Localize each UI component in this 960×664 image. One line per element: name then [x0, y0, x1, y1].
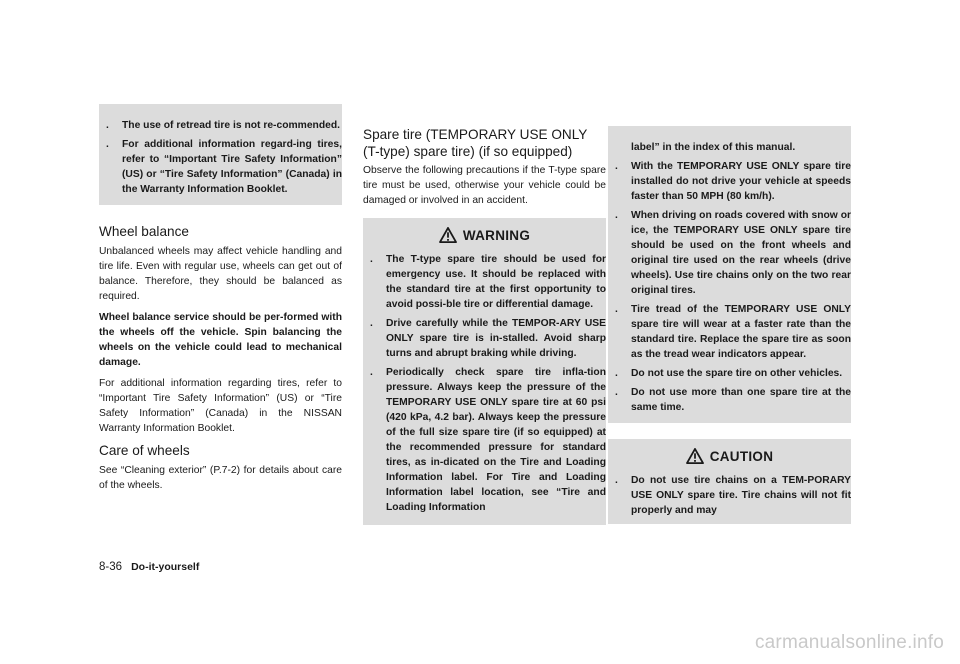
tire-notes-box — [99, 104, 342, 205]
watermark: carmanualsonline.info — [754, 632, 944, 653]
page-number: 8-36 — [99, 561, 123, 573]
caution-box — [608, 439, 851, 524]
spare-tire-heading: Spare tire (TEMPORARY USE ONLY (T-type) spare tire) (if so equipped) — [363, 127, 588, 159]
list-item: . For additional information regard-ing tires, refer to “Important Tire Safety Information” (US) or “Tire Safety Information” (Canada) in the Warranty Information Booklet. — [106, 139, 342, 195]
section-name: Do-it-yourself — [131, 561, 200, 573]
list-item: . Drive carefully while the TEMPOR-ARY USE ONLY spare tire is in-stalled. Avoid sharp turns and abrupt braking while driving. — [370, 318, 606, 359]
list-item: . The use of retread tire is not re-commended. — [106, 120, 340, 131]
column-right — [608, 126, 851, 524]
wheel-balance-heading: Wheel balance — [99, 224, 189, 239]
wheel-balance-service-note: Wheel balance service should be per-formed with the wheels off the vehicle. Spin balancing the wheels on the vehicle could lead to mechanical damage. — [99, 312, 342, 368]
warning-title: WARNING — [462, 227, 531, 243]
page-footer — [99, 561, 199, 573]
list-item: . Do not use the spare tire on other vehicles. — [615, 368, 843, 379]
wheel-balance-reference: For additional information regarding tires, refer to “Important Tire Safety Information” (US) or “Tire Safety Information” (Canada) in the NISSAN Warranty Information Booklet. — [99, 378, 342, 434]
warning-triangle-icon — [439, 227, 457, 243]
list-item: . Tire tread of the TEMPORARY USE ONLY spare tire will wear at a faster rate than the standard tire. Replace the spare tire as soon as the tread wear indicators appear. — [615, 304, 851, 360]
warning-box-continued — [608, 126, 851, 423]
list-item: . With the TEMPORARY USE ONLY spare tire installed do not drive your vehicle at speeds faster than 50 MPH (80 km/h). — [615, 161, 851, 202]
care-of-wheels-heading: Care of wheels — [99, 443, 190, 458]
list-item: . Do not use more than one spare tire at the same time. — [615, 387, 851, 413]
caution-triangle-icon — [686, 448, 704, 464]
caution-header — [608, 439, 851, 473]
column-left — [99, 104, 342, 499]
list-item: . Periodically check spare tire infla-tion pressure. Always keep the pressure of the TEMPORARY USE ONLY spare tire at 60 psi (420 kPa, 4.2 bar). Always keep the pressure of the full size spare tire (if so equipped) at the recommended pressure for standard tires, as in-dicated on the Tire and Loading Information label. For Tire and Loading Information label location, see “Tire and Loading Information — [370, 367, 606, 513]
caution-title: CAUTION — [709, 448, 774, 464]
list-item: . Do not use tire chains on a TEM-PORARY USE ONLY spare tire. Tire chains will not fit properly and may — [615, 475, 851, 516]
list-item-continuation: label” in the index of this manual. — [631, 142, 796, 153]
care-of-wheels-paragraph: See “Cleaning exterior” (P.7-2) for details about care of the wheels. — [99, 465, 342, 491]
warning-header — [363, 218, 606, 252]
spare-tire-intro: Observe the following precautions if the T-type spare tire must be used, otherwise your vehicle could be damaged or involved in an accident. — [363, 165, 606, 206]
list-item: . When driving on roads covered with snow or ice, the TEMPORARY USE ONLY spare tire should be used on the front wheels and original tire used on the rear wheels (drive wheels). Use tire chains only on the two rear original tires. — [615, 210, 851, 296]
column-middle — [363, 126, 606, 525]
list-item: . The T-type spare tire should be used for emergency use. It should be replaced with the standard tire at the first opportunity to avoid possi-ble tire or differential damage. — [370, 254, 606, 310]
warning-box — [363, 218, 606, 525]
wheel-balance-paragraph: Unbalanced wheels may affect vehicle handling and tire life. Even with regular use, wheels can get out of balance. Therefore, they should be balanced as required. — [99, 246, 342, 302]
